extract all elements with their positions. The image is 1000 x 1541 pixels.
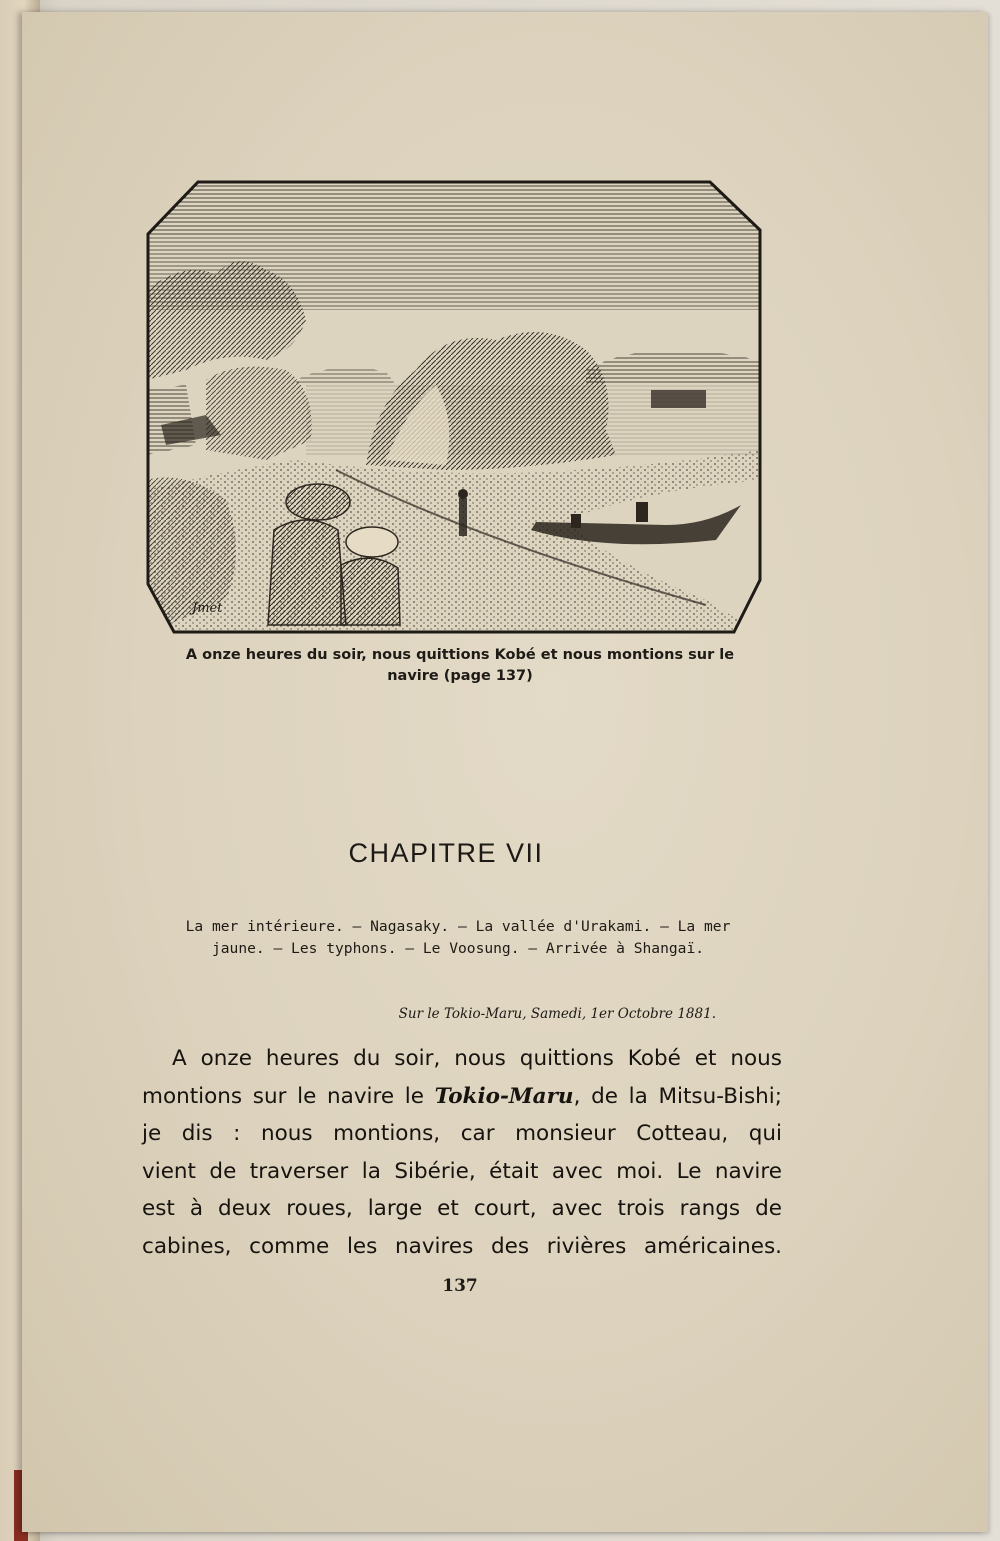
body-paragraph xyxy=(142,1040,782,1265)
chapter-summary xyxy=(142,916,774,960)
body-line-4: vient de traverser la Sibérie, était avec moi. Le navire xyxy=(142,1158,782,1184)
body-line-5: est à deux roues, large et court, avec trois rangs de xyxy=(142,1196,782,1221)
body-line-3: je dis : nous montions, car monsieur Cotteau, qui xyxy=(142,1121,782,1146)
engraver-signature: Jmet xyxy=(192,601,223,616)
ship-name: Tokio-Maru xyxy=(434,1083,574,1109)
figure-caption xyxy=(150,645,770,687)
caption-line-2: navire (page 137) xyxy=(387,668,533,684)
caption-line-1: A onze heures du soir, nous quittions Kobé et nous montions sur le xyxy=(185,647,735,663)
chapter-title: CHAPITRE VII xyxy=(348,838,544,868)
page-number: 137 xyxy=(442,1276,478,1296)
dateline: Sur le Tokio-Maru, Samedi, 1er Octobre 1881. xyxy=(398,1006,716,1022)
summary-line-2: jaune. — Les typhons. — Le Voosung. — Arrivée à Shangaï. xyxy=(211,940,705,957)
body-line-1: A onze heures du soir, nous quittions Kobé et nous xyxy=(172,1046,782,1071)
body-line-2-end: , de la Mitsu-Bishi; xyxy=(573,1083,782,1109)
summary-line-1: La mer intérieure. — Nagasaky. — La vallée d'Urakami. — La mer xyxy=(185,918,731,935)
body-line-6: cabines, comme les navires des rivières américaines. xyxy=(142,1233,782,1259)
body-line-2-start: montions sur le navire le xyxy=(142,1083,435,1109)
engraving-illustration xyxy=(146,180,762,634)
body-line-2 xyxy=(142,1078,782,1116)
